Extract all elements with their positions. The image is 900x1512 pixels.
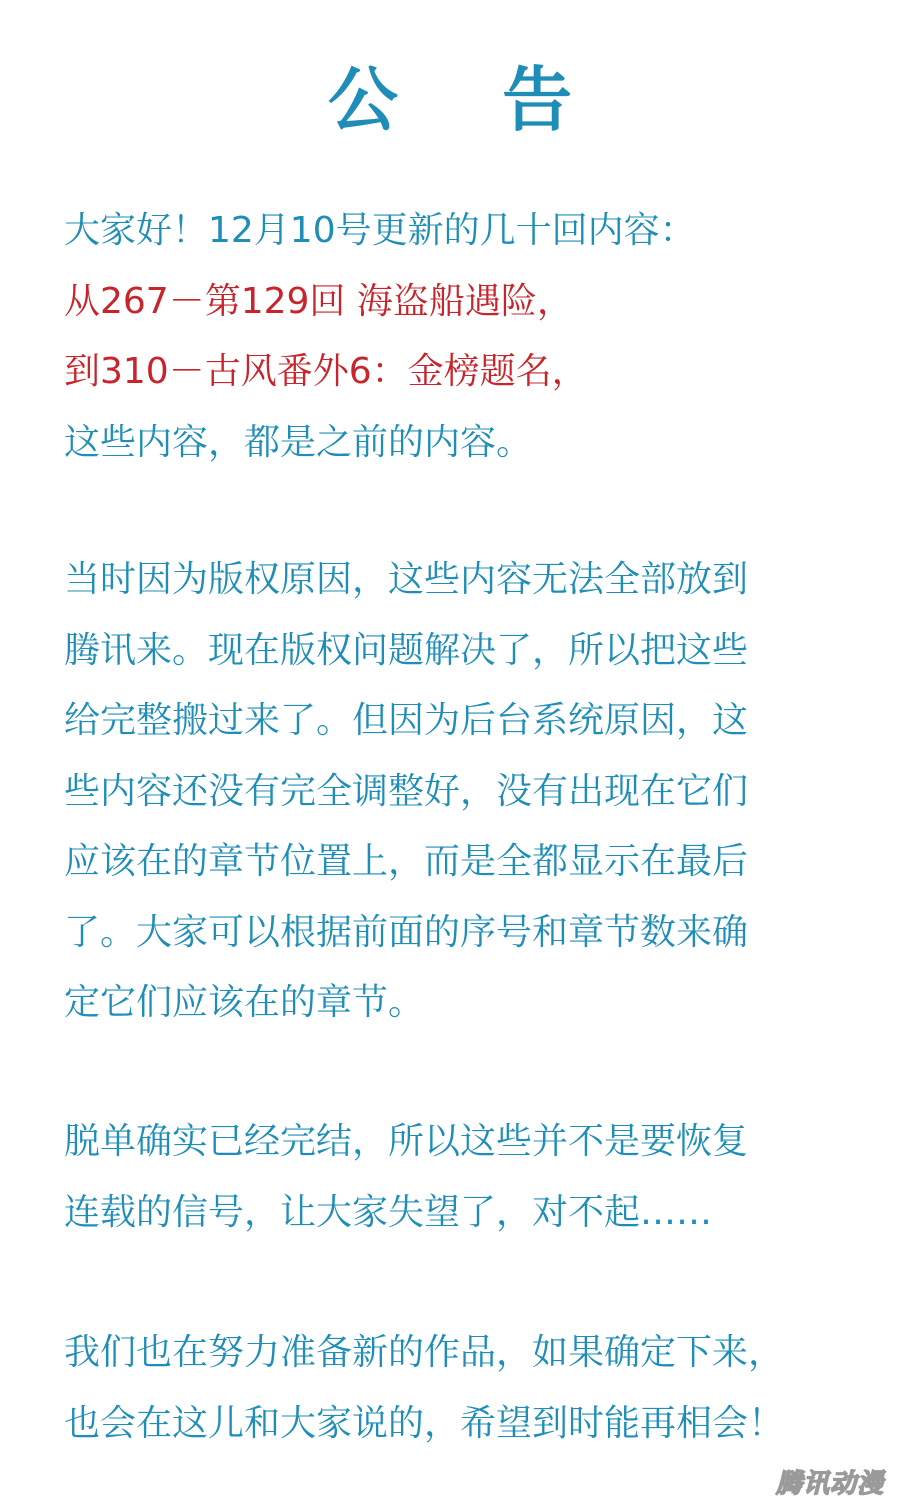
paragraph-completion-apology xyxy=(64,1107,864,1248)
text-line: 定它们应该在的章节。 xyxy=(64,982,425,1023)
paragraph-copyright-explanation xyxy=(64,545,864,1039)
text-line: 了。大家可以根据前面的序号和章节数来确 xyxy=(64,911,749,953)
paragraph-update-info xyxy=(64,196,864,478)
watermark-logo: 腾讯动漫 xyxy=(775,1469,884,1499)
paragraph-new-work xyxy=(64,1318,864,1459)
notice-title: 公 告 xyxy=(327,59,613,141)
text-line-greeting: 大家好！12月10号更新的几十回内容： xyxy=(64,210,696,251)
text-line: 连载的信号，让大家失望了，对不起…… xyxy=(64,1191,713,1233)
text-line: 些内容还没有完全调整好，没有出现在它们 xyxy=(64,770,749,812)
text-line: 当时因为版权原因，这些内容无法全部放到 xyxy=(64,559,749,600)
text-line: 应该在的章节位置上，而是全都显示在最后 xyxy=(64,841,749,882)
text-line-range-end: 到310－古风番外6：金榜题名， xyxy=(64,351,588,392)
text-line: 脱单确实已经完结，所以这些并不是要恢复 xyxy=(64,1121,749,1162)
text-line: 我们也在努力准备新的作品，如果确定下来， xyxy=(64,1332,785,1373)
text-line: 腾讯来。现在版权问题解决了，所以把这些 xyxy=(64,629,749,671)
text-line-range-start: 从267－第129回 海盗船遇险， xyxy=(64,280,573,322)
text-line-previous-content: 这些内容，都是之前的内容。 xyxy=(64,421,533,463)
text-line: 给完整搬过来了。但因为后台系统原因，这 xyxy=(64,700,749,741)
text-line: 也会在这儿和大家说的，希望到时能再相会！ xyxy=(64,1402,785,1444)
